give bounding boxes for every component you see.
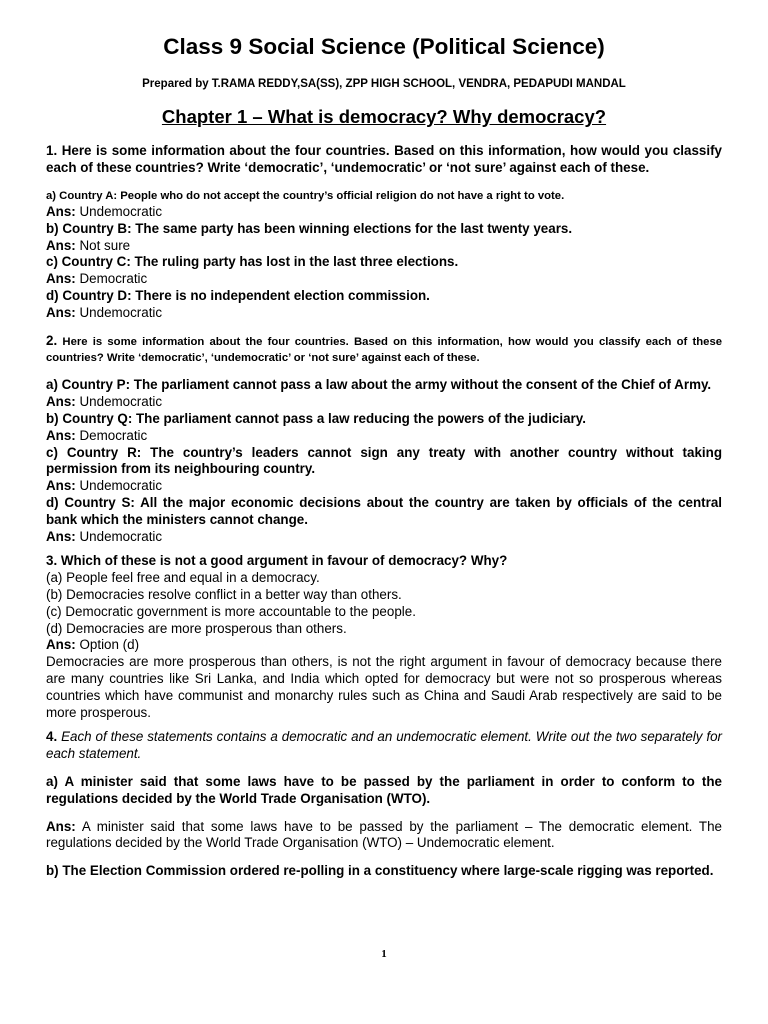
q1-answer-c: Ans: Democratic <box>46 271 148 287</box>
content-body <box>46 143 722 880</box>
question-2 <box>46 333 722 367</box>
q3-option-b: (b) Democracies resolve conflict in a better way than others. <box>46 586 402 602</box>
question-text: Here is some information about the four countries. Based on this information, how would you classify each of these countries? Write ‘democratic’, ‘undemocratic’ or ‘not sure’ against each of these. <box>46 335 723 364</box>
page-title: Class 9 Social Science (Political Science) <box>163 34 605 59</box>
q1-item-d: d) Country D: There is no independent election commission. <box>46 287 430 303</box>
q3-option-c: (c) Democratic government is more accountable to the people. <box>46 603 416 619</box>
q4-item-a: a) A minister said that some laws have to be passed by the parliament in order to conform to the regulations decided by the World Trade Organisation (WTO). <box>46 773 722 806</box>
question-text: Each of these statements contains a democratic and an undemocratic element. Write out the two separately for each statement. <box>46 729 722 762</box>
q2-answer-a: Ans: Undemocratic <box>46 394 163 410</box>
q2-item-d: d) Country S: All the major economic decisions about the country are taken by officials of the central bank which the ministers cannot change. <box>46 494 722 527</box>
question-4 <box>46 729 722 763</box>
q2-item-b: b) Country Q: The parliament cannot pass a law reducing the powers of the judiciary. <box>46 410 586 426</box>
question-number: 2. <box>46 332 58 348</box>
question-number: 4. <box>46 729 58 745</box>
q1-item-b: b) Country B: The same party has been winning elections for the last twenty years. <box>46 220 573 236</box>
q4-answer-a: Ans: A minister said that some laws have to be passed by the parliament – The democratic element. The regulations decided by the World Trade Organisation (WTO) – Undemocratic element. <box>46 818 723 851</box>
q2-answer-d: Ans: Undemocratic <box>46 528 163 544</box>
q2-item-c: c) Country R: The country’s leaders cannot sign any treaty with another country without taking permission from its neighbouring country. <box>46 444 722 477</box>
q3-answer: Ans: Option (d) <box>46 637 140 653</box>
prepared-by-line: Prepared by T.RAMA REDDY,SA(SS), ZPP HIGH SCHOOL, VENDRA, PEDAPUDI MANDAL <box>142 78 626 90</box>
q3-option-a: (a) People feel free and equal in a democracy. <box>46 570 320 586</box>
q2-item-a: a) Country P: The parliament cannot pass a law about the army without the consent of the Chief of Army. <box>46 377 712 393</box>
q1-item-c: c) Country C: The ruling party has lost in the last three elections. <box>46 254 459 270</box>
question-3: 3. Which of these is not a good argument in favour of democracy? Why? <box>46 553 508 569</box>
q3-explanation: Democracies are more prosperous than others, is not the right argument in favour of democracy because there are many countries like Sri Lanka, and India which opted for democracy but were not so prosperous whereas countries which have communist and monarchy rules such as China and Saudi Arab respectively are said to be more prosperous. <box>46 654 722 720</box>
q1-answer-d: Ans: Undemocratic <box>46 304 163 320</box>
q1-answer-b: Ans: Not sure <box>46 237 131 253</box>
q4-item-b: b) The Election Commission ordered re-polling in a constituency where large-scale rigging was reported. <box>46 863 714 879</box>
q2-answer-b: Ans: Democratic <box>46 427 148 443</box>
page-number: 1 <box>381 948 387 960</box>
q2-answer-c: Ans: Undemocratic <box>46 478 163 494</box>
q1-item-a: a) Country A: People who do not accept the country’s official religion do not have a right to vote. <box>46 189 565 202</box>
question-text: Here is some information about the four countries. Based on this information, how would you classify each of these countries? Write ‘democratic’, ‘undemocratic’ or ‘not sure’ against each of these. <box>46 143 722 175</box>
q1-answer-a: Ans: Undemocratic <box>46 204 163 219</box>
q3-option-d: (d) Democracies are more prosperous than others. <box>46 620 347 636</box>
chapter-heading: Chapter 1 – What is democracy? Why democracy? <box>161 106 607 127</box>
question-1 <box>46 143 722 177</box>
question-number: 1. <box>46 143 58 158</box>
